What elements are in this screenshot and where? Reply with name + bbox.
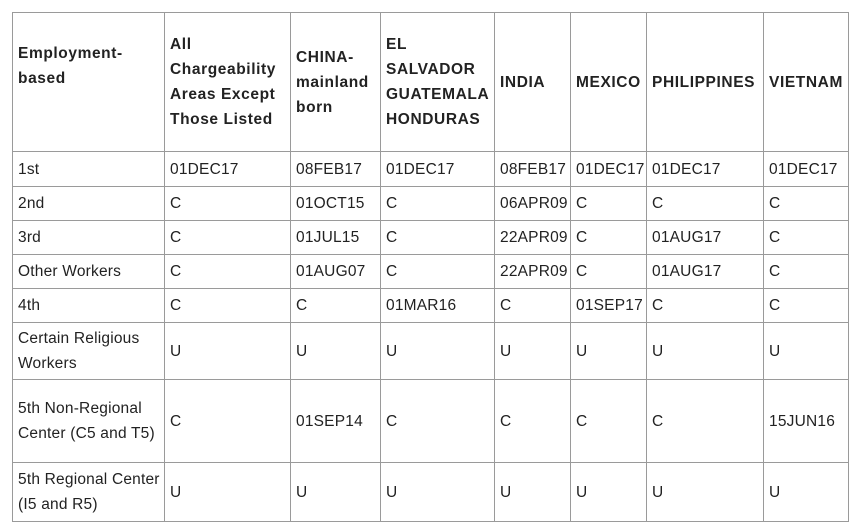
- table-cell: C: [165, 187, 291, 221]
- table-cell: C: [495, 289, 571, 323]
- header-row: [13, 13, 849, 152]
- table-cell: U: [764, 323, 849, 380]
- table-cell: 01SEP17: [571, 289, 647, 323]
- row-label: 4th: [13, 289, 165, 323]
- table-cell: 01DEC17: [165, 152, 291, 187]
- table-cell: 08FEB17: [495, 152, 571, 187]
- table-row: [13, 463, 849, 522]
- table-cell: C: [165, 380, 291, 463]
- table-cell: C: [381, 187, 495, 221]
- table-cell: 15JUN16: [764, 380, 849, 463]
- table-cell: U: [291, 463, 381, 522]
- table-cell: 01AUG17: [647, 255, 764, 289]
- row-label: 1st: [13, 152, 165, 187]
- table-cell: 01AUG07: [291, 255, 381, 289]
- row-label: Other Workers: [13, 255, 165, 289]
- column-header-china: CHINA-mainland born: [291, 13, 381, 152]
- column-header-mexico: MEXICO: [571, 13, 647, 152]
- table-cell: C: [647, 380, 764, 463]
- table-cell: U: [647, 463, 764, 522]
- table-cell: U: [495, 463, 571, 522]
- table-cell: 01DEC17: [571, 152, 647, 187]
- table-row: [13, 221, 849, 255]
- table-cell: 01JUL15: [291, 221, 381, 255]
- table-cell: 01MAR16: [381, 289, 495, 323]
- row-label: 2nd: [13, 187, 165, 221]
- table-cell: C: [165, 289, 291, 323]
- table-cell: C: [165, 221, 291, 255]
- table-cell: C: [571, 255, 647, 289]
- table-cell: C: [647, 289, 764, 323]
- table-cell: U: [571, 463, 647, 522]
- table-cell: U: [647, 323, 764, 380]
- table-cell: U: [764, 463, 849, 522]
- table-cell: 08FEB17: [291, 152, 381, 187]
- table-row: [13, 289, 849, 323]
- table-cell: 01DEC17: [381, 152, 495, 187]
- row-label: 5th Non-Regional Center (C5 and T5): [13, 380, 165, 463]
- table-row: [13, 323, 849, 380]
- column-header-philippines: PHILIPPINES: [647, 13, 764, 152]
- table-cell: U: [165, 463, 291, 522]
- table-cell: C: [764, 255, 849, 289]
- table-cell: C: [381, 221, 495, 255]
- table-cell: U: [381, 323, 495, 380]
- table-cell: 22APR09: [495, 255, 571, 289]
- table-cell: 01DEC17: [647, 152, 764, 187]
- table-cell: U: [165, 323, 291, 380]
- visa-bulletin-table-container: [12, 12, 849, 522]
- table-row: [13, 255, 849, 289]
- table-cell: 01AUG17: [647, 221, 764, 255]
- table-row: [13, 380, 849, 463]
- table-cell: C: [495, 380, 571, 463]
- table-cell: 01OCT15: [291, 187, 381, 221]
- table-cell: C: [381, 255, 495, 289]
- column-header-el-salvador-guatemala-honduras: EL SALVADOR GUATEMALA HONDURAS: [381, 13, 495, 152]
- table-cell: C: [571, 380, 647, 463]
- table-cell: C: [381, 380, 495, 463]
- column-header-all-chargeability: All Chargeability Areas Except Those Listed: [165, 13, 291, 152]
- table-cell: 01SEP14: [291, 380, 381, 463]
- table-row: [13, 187, 849, 221]
- column-header-employment-based: Employment-based: [13, 13, 165, 152]
- table-cell: C: [291, 289, 381, 323]
- table-cell: 06APR09: [495, 187, 571, 221]
- table-cell: C: [571, 187, 647, 221]
- table-cell: U: [291, 323, 381, 380]
- table-cell: 01DEC17: [764, 152, 849, 187]
- table-cell: C: [571, 221, 647, 255]
- row-label: 5th Regional Center (I5 and R5): [13, 463, 165, 522]
- table-cell: C: [764, 221, 849, 255]
- table-row: [13, 152, 849, 187]
- table-cell: U: [381, 463, 495, 522]
- table-cell: C: [764, 289, 849, 323]
- row-label: 3rd: [13, 221, 165, 255]
- column-header-vietnam: VIETNAM: [764, 13, 849, 152]
- table-cell: 22APR09: [495, 221, 571, 255]
- employment-based-dates-table: [12, 12, 849, 522]
- table-cell: C: [647, 187, 764, 221]
- column-header-india: INDIA: [495, 13, 571, 152]
- row-label: Certain Religious Workers: [13, 323, 165, 380]
- table-cell: U: [495, 323, 571, 380]
- table-cell: U: [571, 323, 647, 380]
- table-cell: C: [764, 187, 849, 221]
- table-cell: C: [165, 255, 291, 289]
